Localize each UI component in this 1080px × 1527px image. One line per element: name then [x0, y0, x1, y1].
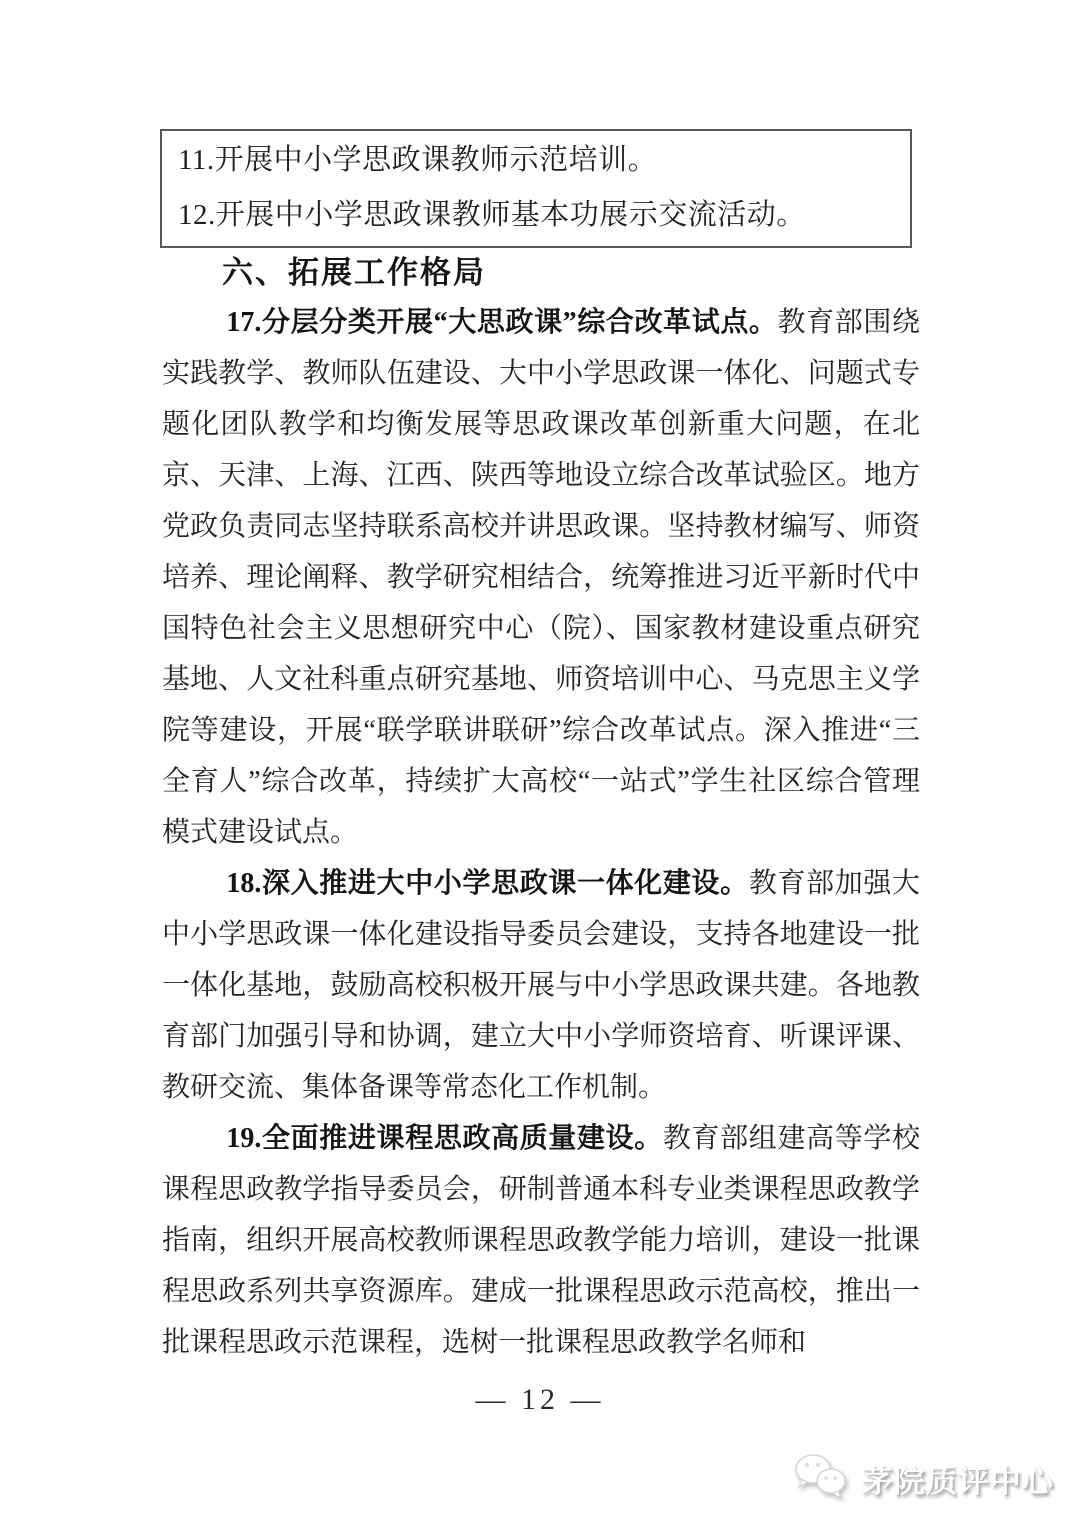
paragraph-lead: 17.分层分类开展“大思政课”综合改革试点。	[226, 307, 778, 338]
section-heading: 六、拓展工作格局	[222, 255, 486, 290]
list-item: 11.开展中小学思政课教师示范培训。	[178, 144, 658, 176]
body-text	[162, 297, 920, 1368]
page-number: — 12 —	[475, 1383, 605, 1416]
paragraph-body: 教育部围绕实践教学、教师队伍建设、大中小学思政课一体化、问题式专题化团队教学和均衡发展等思政课改革创新重大问题，在北京、天津、上海、江西、陕西等地设立综合改革试验区。地方党政负责同志坚持联系高校并讲思政课。坚持教材编写、师资培养、理论阐释、教学研究相结合，统筹推进习近平新时代中国特色社会主义思想研究中心（院）、国家教材建设重点研究基地、人文社科重点研究基地、师资培训中心、马克思主义学院等建设，开展“联学联讲联研”综合改革试点。深入推进“三全育人”综合改革，持续扩大高校“一站式”学生社区综合管理模式建设试点。	[162, 307, 920, 848]
boxed-list	[160, 129, 912, 248]
paragraph	[162, 297, 920, 858]
paragraph-body: 教育部加强大中小学思政课一体化建设指导委员会建设，支持各地建设一批一体化基地，鼓励高校积极开展与中小学思政课共建。各地教育部门加强引导和协调，建立大中小学师资培育、听课评课、教研交流、集体备课等常态化工作机制。	[162, 868, 920, 1103]
paragraph	[162, 1113, 920, 1368]
wechat-icon	[792, 1452, 850, 1505]
paragraph-body: 教育部组建高等学校课程思政教学指导委员会，研制普通本科专业类课程思政教学指南，组织开展高校教师课程思政教学能力培训，建设一批课程思政系列共享资源库。建成一批课程思政示范高校，推出一批课程思政示范课程，选树一批课程思政教学名师和	[162, 1123, 920, 1358]
list-item: 12.开展中小学思政课教师基本功展示交流活动。	[178, 199, 806, 231]
watermark	[792, 1452, 1054, 1505]
paragraph-lead: 19.全面推进课程思政高质量建设。	[226, 1123, 663, 1154]
watermark-label: 茅院质评中心	[862, 1464, 1054, 1499]
paragraph	[162, 858, 920, 1113]
paragraph-lead: 18.深入推进大中小学思政课一体化建设。	[226, 868, 749, 899]
